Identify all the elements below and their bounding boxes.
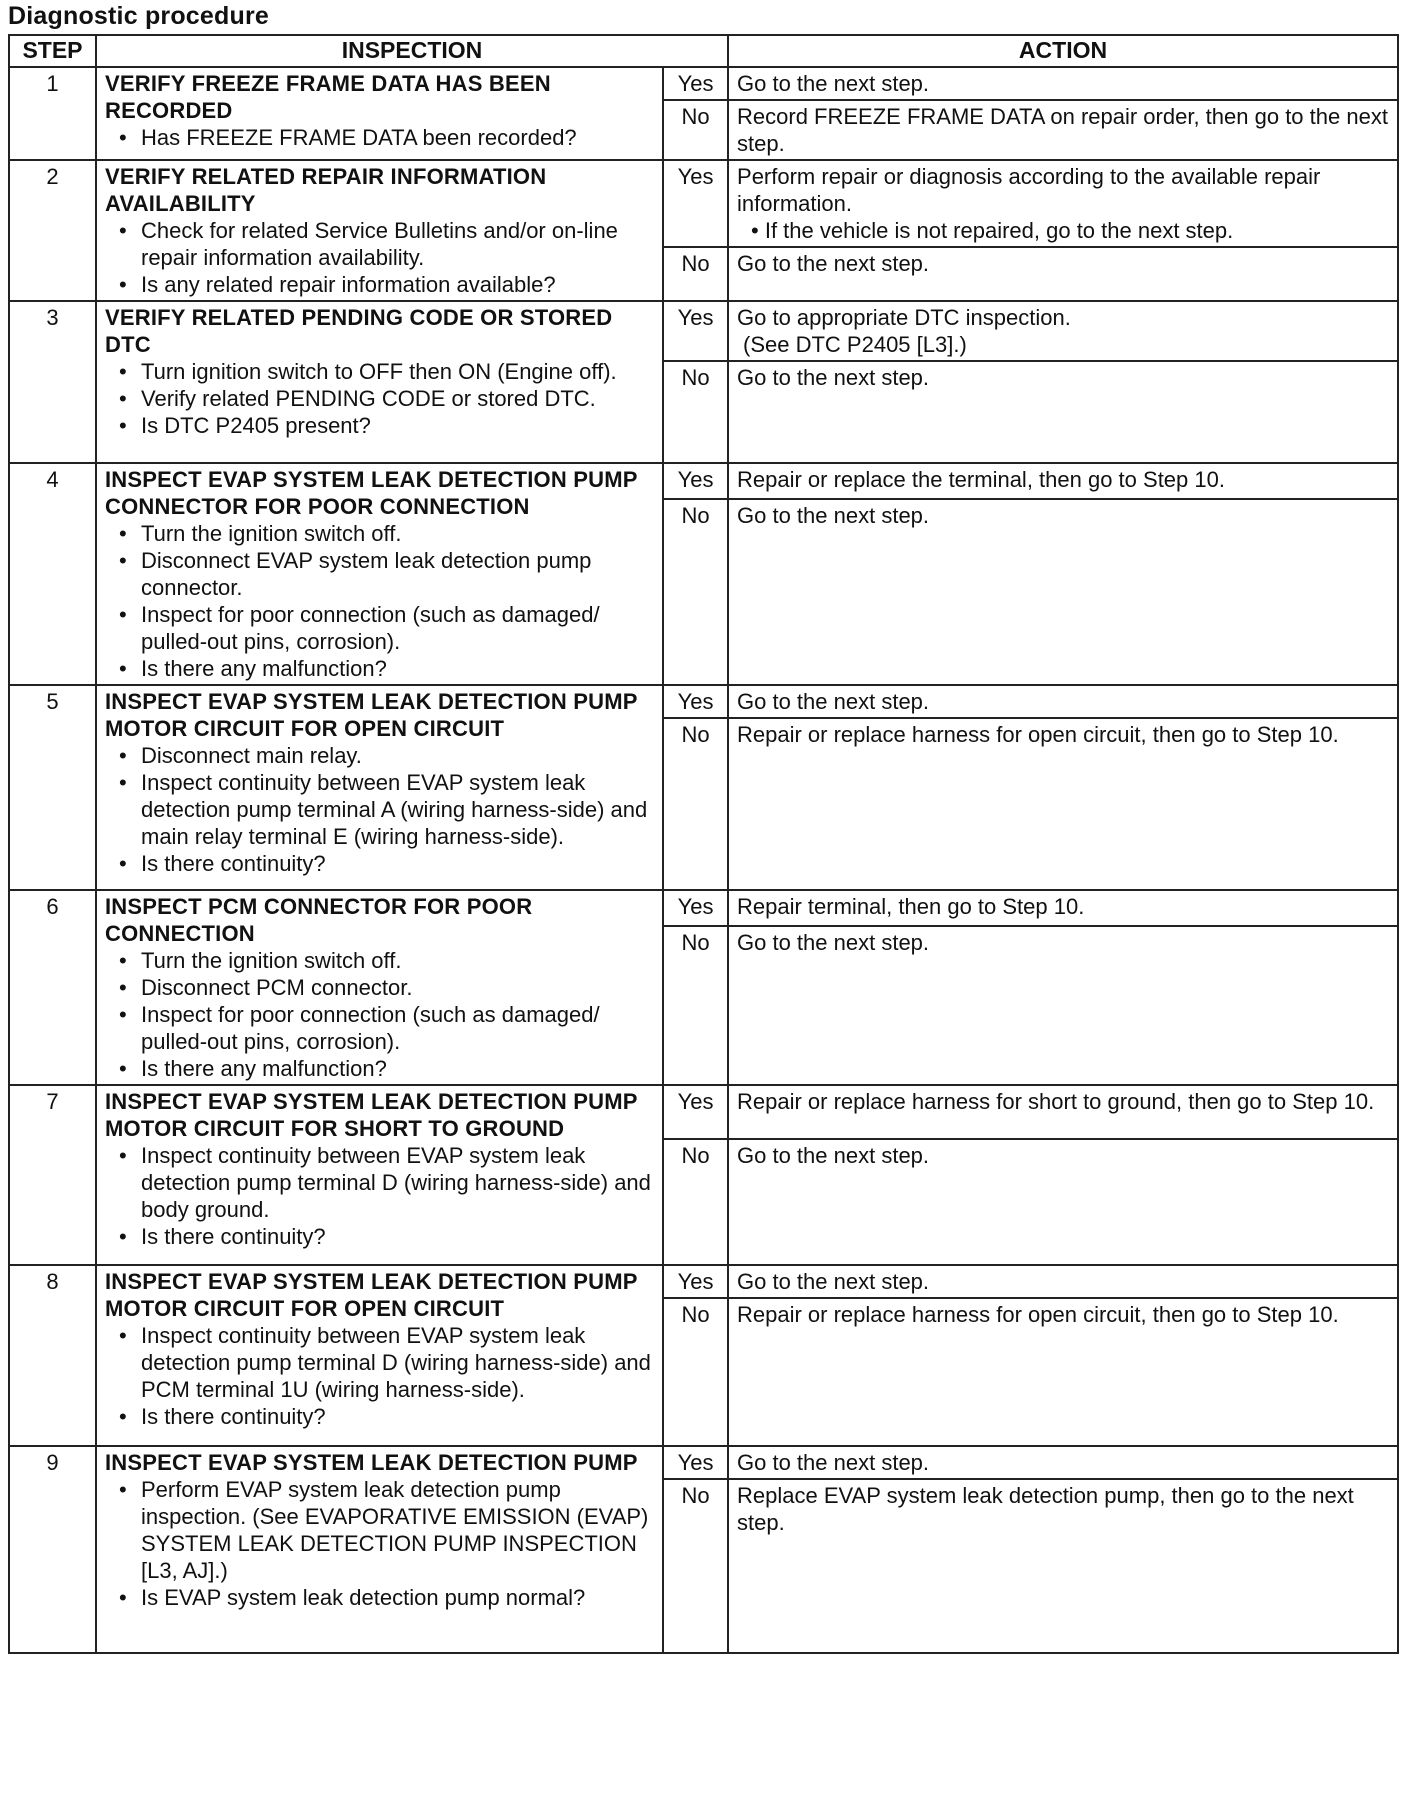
- inspection-title: INSPECT EVAP SYSTEM LEAK DETECTION PUMP MOTOR CIRCUIT FOR OPEN CIRCUIT: [105, 689, 638, 741]
- step-row-yes: [9, 1085, 1398, 1139]
- yes-action-text: Repair or replace the terminal, then go to Step 10.: [737, 467, 1225, 492]
- inspection-bullet: • Has FREEZE FRAME DATA been recorded?: [105, 124, 656, 151]
- inspection-bullets: [105, 520, 656, 682]
- step-number: 9: [9, 1446, 96, 1653]
- yes-action-text: Go to the next step.: [737, 71, 930, 96]
- yes-action-note-text: If the vehicle is not repaired, go to the next step.: [764, 218, 1234, 243]
- yes-action-text: Repair terminal, then go to Step 10.: [737, 894, 1085, 919]
- inspection-cell: [96, 685, 663, 890]
- inspection-title: VERIFY FREEZE FRAME DATA HAS BEEN RECORDED: [105, 71, 551, 123]
- step-row-yes: [9, 463, 1398, 499]
- yes-action-text: Perform repair or diagnosis according to the available repair information.: [737, 164, 1321, 216]
- inspection-title: INSPECT EVAP SYSTEM LEAK DETECTION PUMP CONNECTOR FOR POOR CONNECTION: [105, 467, 638, 519]
- yes-action: [728, 1265, 1398, 1298]
- yes-label: Yes: [663, 1446, 728, 1479]
- yes-label: Yes: [663, 1085, 728, 1139]
- inspection-bullet: • Is there continuity?: [105, 1403, 656, 1430]
- inspection-bullet: • Check for related Service Bulletins and/or on-line repair information availability.: [105, 217, 656, 271]
- yes-action-text: Go to the next step.: [737, 1450, 930, 1475]
- yes-action-text: Go to the next step.: [737, 689, 930, 714]
- step-number: 2: [9, 160, 96, 301]
- inspection-title: INSPECT PCM CONNECTOR FOR POOR CONNECTION: [105, 894, 533, 946]
- inspection-bullet: • Turn ignition switch to OFF then ON (Engine off).: [105, 358, 656, 385]
- yes-label: Yes: [663, 463, 728, 499]
- inspection-bullet: • Is there any malfunction?: [105, 1055, 656, 1082]
- inspection-bullets: [105, 742, 656, 877]
- no-label: No: [663, 718, 728, 890]
- inspection-title: INSPECT EVAP SYSTEM LEAK DETECTION PUMP MOTOR CIRCUIT FOR SHORT TO GROUND: [105, 1089, 638, 1141]
- step-row-yes: [9, 1265, 1398, 1298]
- yes-action-note: • If the vehicle is not repaired, go to the next step.: [751, 218, 1234, 243]
- inspection-cell: [96, 301, 663, 463]
- no-label: No: [663, 1479, 728, 1653]
- step-row-yes: [9, 301, 1398, 361]
- inspection-bullets: [105, 1322, 656, 1430]
- yes-action: [728, 685, 1398, 718]
- inspection-bullet: • Is there continuity?: [105, 850, 656, 877]
- inspection-bullets: [105, 124, 656, 151]
- yes-action: [728, 301, 1398, 361]
- header-action: ACTION: [728, 35, 1398, 67]
- step-row-yes: [9, 890, 1398, 926]
- inspection-bullet: • Is any related repair information available?: [105, 271, 656, 298]
- inspection-bullets: [105, 947, 656, 1082]
- inspection-bullet: • Inspect for poor connection (such as damaged/ pulled-out pins, corrosion).: [105, 601, 656, 655]
- no-action: Go to the next step.: [728, 361, 1398, 463]
- yes-action: [728, 890, 1398, 926]
- yes-action-reference: (See DTC P2405 [L3].): [743, 332, 967, 357]
- inspection-title: INSPECT EVAP SYSTEM LEAK DETECTION PUMP MOTOR CIRCUIT FOR OPEN CIRCUIT: [105, 1269, 638, 1321]
- yes-label: Yes: [663, 1265, 728, 1298]
- table-header-row: [9, 35, 1398, 67]
- yes-label: Yes: [663, 685, 728, 718]
- inspection-bullet: • Is EVAP system leak detection pump normal?: [105, 1584, 656, 1611]
- no-label: No: [663, 1139, 728, 1265]
- inspection-cell: [96, 463, 663, 685]
- inspection-cell: [96, 1085, 663, 1265]
- diagnostic-procedure-table: [8, 34, 1399, 1654]
- inspection-bullet: • Perform EVAP system leak detection pump inspection. (See EVAPORATIVE EMISSION (EVAP) SYSTEM LEAK DETECTION PUMP INSPECTION [L3, AJ].): [105, 1476, 656, 1584]
- inspection-bullet: • Disconnect main relay.: [105, 742, 656, 769]
- step-number: 4: [9, 463, 96, 685]
- no-label: No: [663, 926, 728, 1085]
- inspection-bullet: • Verify related PENDING CODE or stored DTC.: [105, 385, 656, 412]
- inspection-bullet: • Inspect continuity between EVAP system leak detection pump terminal D (wiring harness-side) and body ground.: [105, 1142, 656, 1223]
- no-label: No: [663, 1298, 728, 1446]
- inspection-bullet: • Inspect continuity between EVAP system leak detection pump terminal D (wiring harness-side) and PCM terminal 1U (wiring harness-side).: [105, 1322, 656, 1403]
- no-action: Go to the next step.: [728, 1139, 1398, 1265]
- header-step: STEP: [9, 35, 96, 67]
- yes-action: [728, 160, 1398, 247]
- no-action: Record FREEZE FRAME DATA on repair order, then go to the next step.: [728, 100, 1398, 160]
- table-body: [9, 67, 1398, 1653]
- inspection-title: VERIFY RELATED REPAIR INFORMATION AVAILABILITY: [105, 164, 547, 216]
- step-number: 7: [9, 1085, 96, 1265]
- header-inspection: INSPECTION: [96, 35, 728, 67]
- no-action: Repair or replace harness for open circuit, then go to Step 10.: [728, 1298, 1398, 1446]
- step-number: 6: [9, 890, 96, 1085]
- inspection-cell: [96, 1446, 663, 1653]
- inspection-cell: [96, 67, 663, 160]
- inspection-bullet: • Disconnect EVAP system leak detection pump connector.: [105, 547, 656, 601]
- step-row-yes: [9, 685, 1398, 718]
- yes-action-text: Go to appropriate DTC inspection.: [737, 305, 1071, 330]
- step-number: 3: [9, 301, 96, 463]
- inspection-bullet: • Is DTC P2405 present?: [105, 412, 656, 439]
- inspection-bullet: • Inspect for poor connection (such as damaged/ pulled-out pins, corrosion).: [105, 1001, 656, 1055]
- step-row-yes: [9, 160, 1398, 247]
- yes-action: [728, 1446, 1398, 1479]
- yes-label: Yes: [663, 67, 728, 100]
- step-number: 5: [9, 685, 96, 890]
- no-label: No: [663, 499, 728, 685]
- step-number: 1: [9, 67, 96, 160]
- yes-action-text: Go to the next step.: [737, 1269, 930, 1294]
- no-action: Repair or replace harness for open circuit, then go to Step 10.: [728, 718, 1398, 890]
- yes-action: [728, 463, 1398, 499]
- no-action: Go to the next step.: [728, 499, 1398, 685]
- inspection-bullet: • Disconnect PCM connector.: [105, 974, 656, 1001]
- yes-label: Yes: [663, 160, 728, 247]
- inspection-bullet: • Is there any malfunction?: [105, 655, 656, 682]
- inspection-bullet: • Is there continuity?: [105, 1223, 656, 1250]
- inspection-cell: [96, 160, 663, 301]
- no-label: No: [663, 247, 728, 301]
- inspection-bullets: [105, 217, 656, 298]
- no-label: No: [663, 361, 728, 463]
- no-action: Go to the next step.: [728, 247, 1398, 301]
- step-row-yes: [9, 67, 1398, 100]
- inspection-bullets: [105, 1476, 656, 1611]
- inspection-bullets: [105, 1142, 656, 1250]
- inspection-bullet: • Turn the ignition switch off.: [105, 520, 656, 547]
- no-action: Go to the next step.: [728, 926, 1398, 1085]
- yes-action: [728, 67, 1398, 100]
- step-row-yes: [9, 1446, 1398, 1479]
- inspection-bullet: • Inspect continuity between EVAP system leak detection pump terminal A (wiring harness-side) and main relay terminal E (wiring harness-side).: [105, 769, 656, 850]
- inspection-bullets: [105, 358, 656, 439]
- inspection-cell: [96, 1265, 663, 1446]
- yes-action-text: Repair or replace harness for short to ground, then go to Step 10.: [737, 1089, 1375, 1114]
- step-number: 8: [9, 1265, 96, 1446]
- no-action: Replace EVAP system leak detection pump, then go to the next step.: [728, 1479, 1398, 1653]
- inspection-title: INSPECT EVAP SYSTEM LEAK DETECTION PUMP: [105, 1450, 638, 1475]
- inspection-cell: [96, 890, 663, 1085]
- page-title: Diagnostic procedure: [8, 2, 269, 30]
- inspection-title: VERIFY RELATED PENDING CODE OR STORED DTC: [105, 305, 613, 357]
- yes-action: [728, 1085, 1398, 1139]
- no-label: No: [663, 100, 728, 160]
- yes-label: Yes: [663, 301, 728, 361]
- yes-label: Yes: [663, 890, 728, 926]
- inspection-bullet: • Turn the ignition switch off.: [105, 947, 656, 974]
